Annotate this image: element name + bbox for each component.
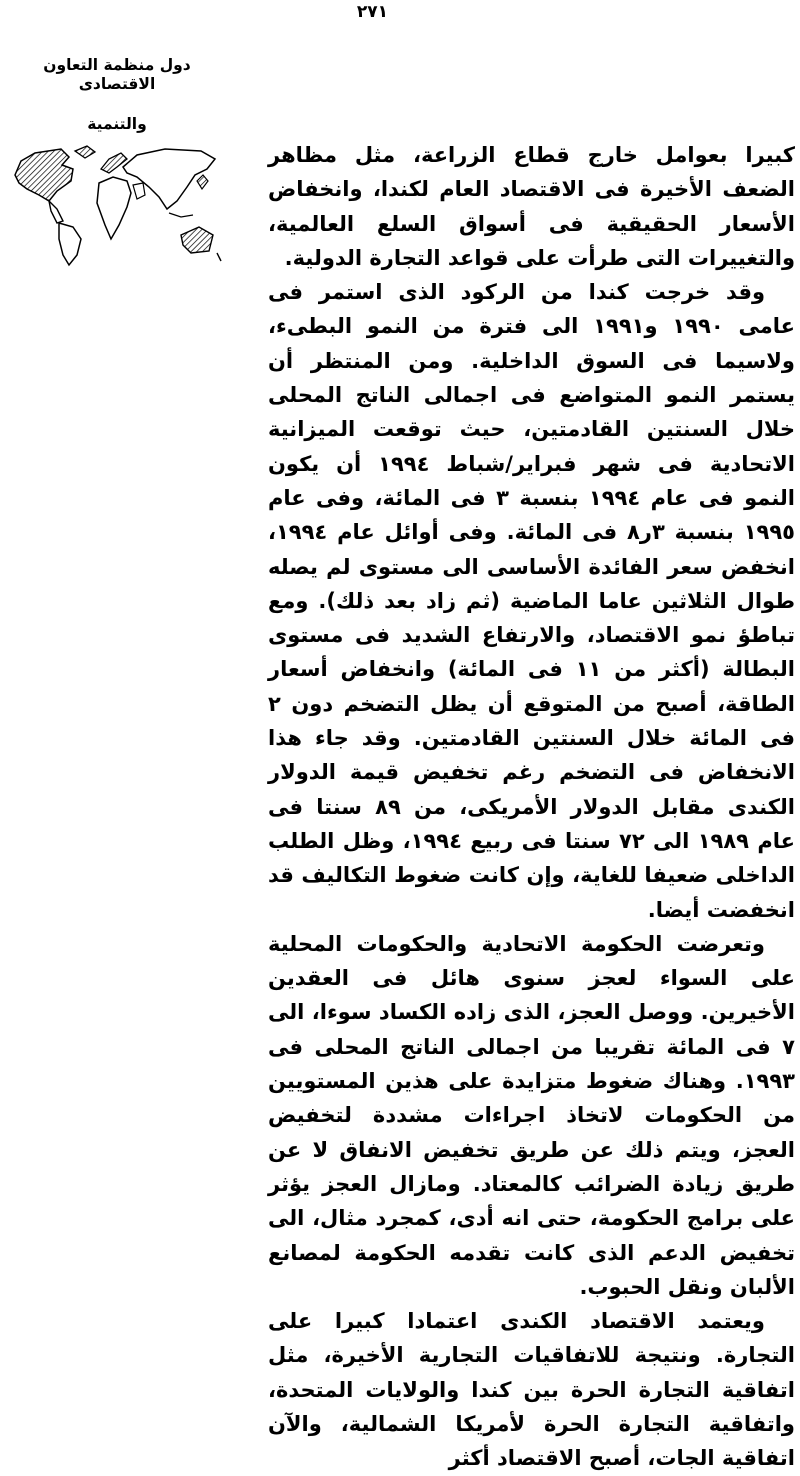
map-region-arabia — [133, 183, 145, 199]
paragraph-3: وتعرضت الحكومة الاتحادية والحكومات المحلية على السواء لعجز سنوى هائل فى العقدين الأخيرين. ووصل العجز، الذى زاده الكساد سوءا، الى ٧ فى المائة تقريبا من اجمالى الناتج المحلى فى ١٩٩٣. وهناك ضغوط متزايدة على هذين المستويين من الحكومات لاتخاذ اجراءات مشددة لتخفيض العجز، ويتم ذلك عن طريق تخفيض الانفاق لا عن طريق زيادة الضرائب كالمعتاد. ومازال العجز يؤثر على برامج الحكومة، حتى انه أدى، كمجرد مثال، الى تخفيض الدعم الذى كانت تقدمه الحكومة لمصانع الألبان ونقل الحبوب. — [268, 931, 795, 1299]
margin-note-block — [5, 56, 229, 269]
map-region-indonesia — [169, 213, 193, 217]
page-number: ٢٧١ — [356, 2, 389, 22]
map-region-africa — [97, 177, 131, 239]
margin-heading-line2: والتنمية — [87, 115, 147, 134]
margin-heading-line1: دول منظمة التعاون الاقتصادى — [43, 56, 191, 93]
map-region-central-america — [49, 201, 63, 223]
map-region-new-zealand — [217, 253, 221, 261]
map-region-japan — [197, 175, 208, 189]
paragraph-1: كبيرا بعوامل خارج قطاع الزراعة، مثل مظاهر الضعف الأخيرة فى الاقتصاد العام لكندا، وانخفاض الأسعار الحقيقية فى أسواق السلع العالمية، والتغييرات التى طرأت على قواعد التجارة الدولية. — [268, 143, 795, 270]
map-region-australia — [181, 227, 213, 253]
map-region-north-america — [15, 149, 73, 201]
paragraph-2: وقد خرجت كندا من الركود الذى استمر فى عامى ١٩٩٠ و١٩٩١ الى فترة من النمو البطىء، ولاسيما فى السوق الداخلية. ومن المنتظر أن يستمر النمو المتواضع فى اجمالى الناتج المحلى خلال السنتين القادمتين، حيث توقعت الميزانية الاتحادية فى شهر فبراير/شباط ١٩٩٤ أن يكون النمو فى عام ١٩٩٤ بنسبة ٣ فى المائة، وفى عام ١٩٩٥ بنسبة ٣ر٨ فى المائة. وفى أوائل عام ١٩٩٤، انخفض سعر الفائدة الأساسى الى مستوى لم يصله طوال الثلاثين عاما الماضية (ثم زاد بعد ذلك). ومع تباطؤ نمو الاقتصاد، والارتفاع الشديد فى مستوى البطالة (أكثر من ١١ فى المائة) وانخفاض أسعار الطاقة، أصبح من المتوقع أن يظل التضخم دون ٢ فى المائة خلال السنتين القادمتين. وقد جاء هذا الانخفاض فى التضخم رغم تخفيض قيمة الدولار الكندى مقابل الدولار الأمريكى، من ٨٩ سنتا فى عام ١٩٨٩ الى ٧٢ سنتا فى ربيع ١٩٩٤، وظل الطلب الداخلى ضعيفا للغاية، وإن كانت ضغوط التكاليف قد انخفضت أيضا. — [268, 280, 796, 922]
world-map-oecd-members-shaded-icon — [5, 143, 229, 269]
main-text-column — [268, 138, 795, 1476]
map-region-greenland — [75, 146, 95, 158]
paragraph-4: ويعتمد الاقتصاد الكندى اعتمادا كبيرا على التجارة. ونتيجة للاتفاقيات التجارية الأخيرة، مثل اتفاقية التجارة الحرة بين كندا والولايات المتحدة، واتفاقية التجارة الحرة لأمريكا الشمالية، والآن اتفاقية الجات، أصبح الاقتصاد أكثر — [268, 1309, 795, 1471]
map-region-south-america — [59, 223, 81, 265]
map-region-europe — [101, 153, 127, 173]
